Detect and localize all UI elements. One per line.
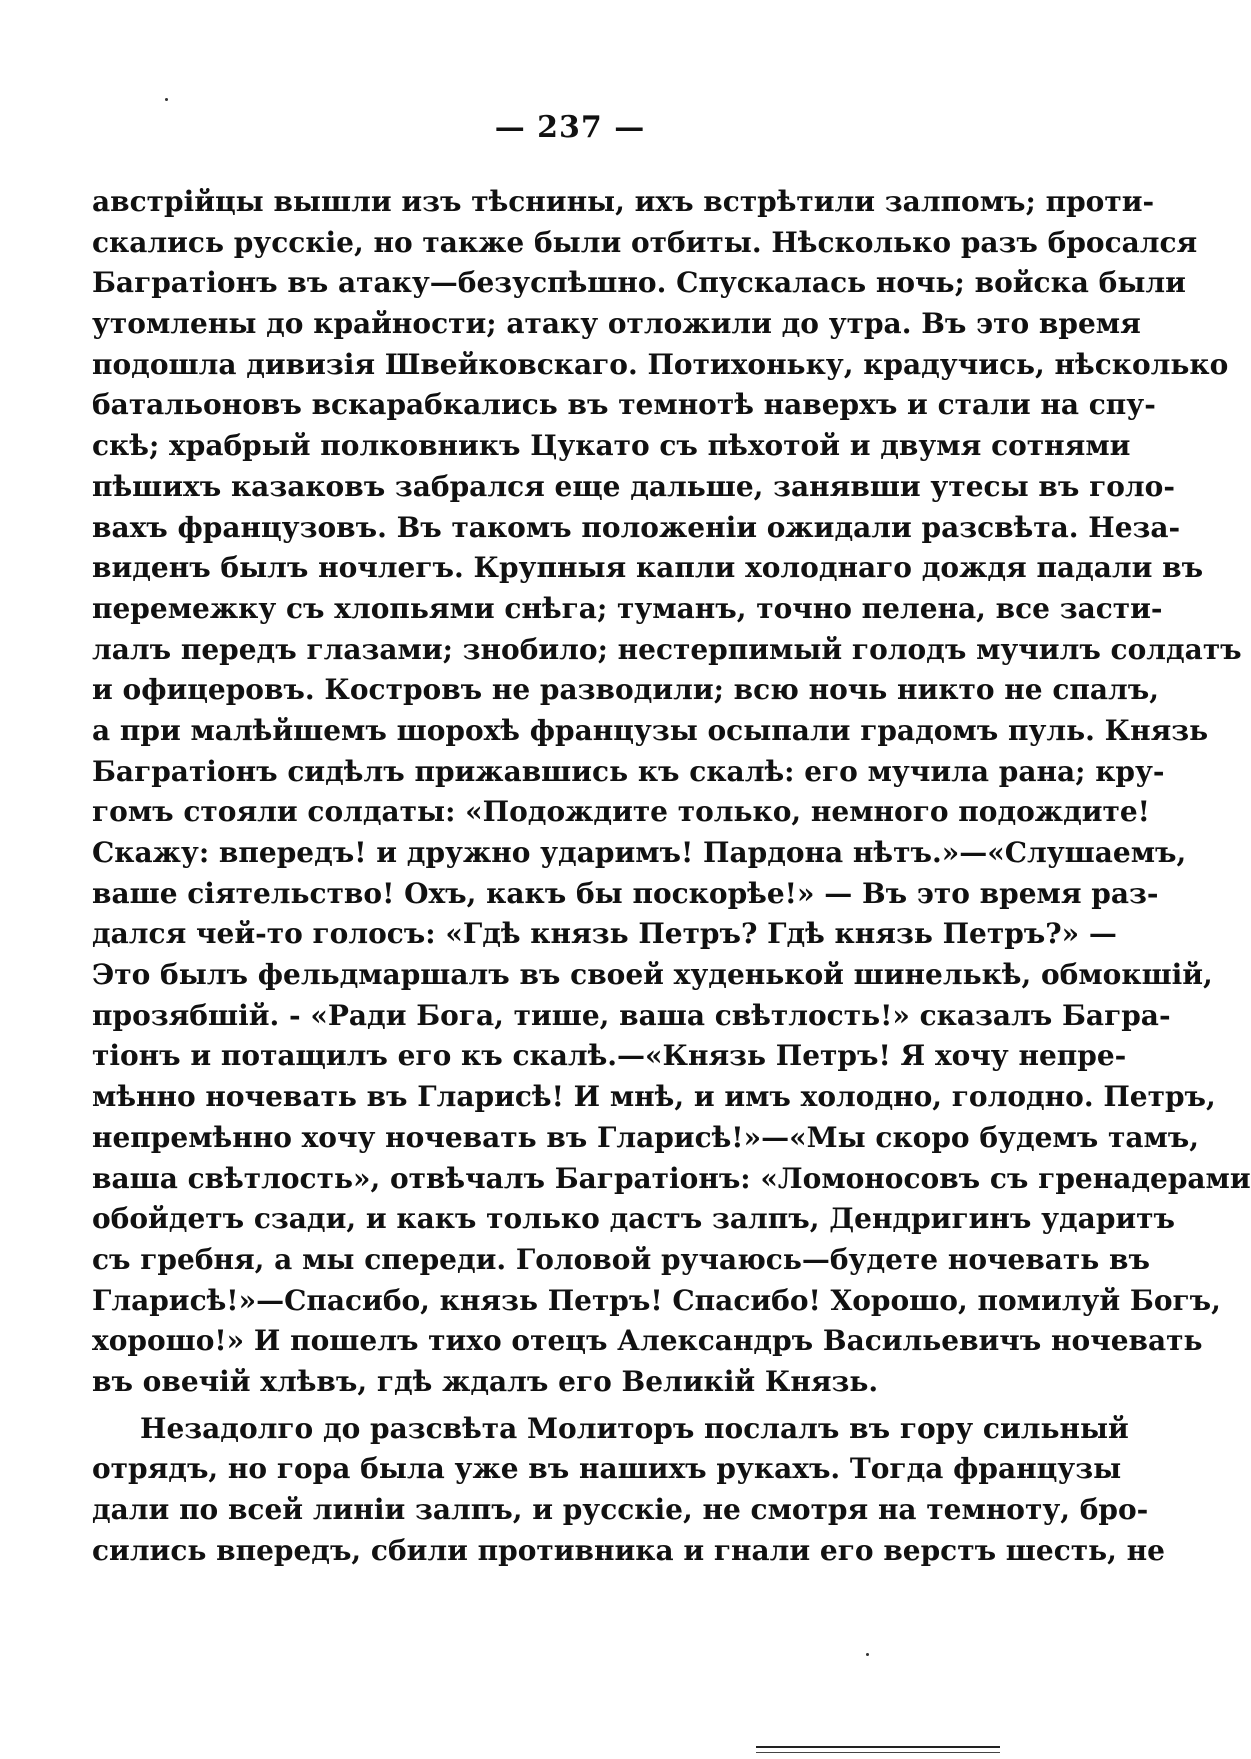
print-speck	[866, 1653, 869, 1656]
text-line: утомлены до крайности; атаку отложили до утра. Въ это время	[92, 307, 1141, 341]
text-line: Багратіонъ въ атаку—безуспѣшно. Спускалась ночь; войска были	[92, 266, 1186, 300]
text-line: австрійцы вышли изъ тѣснины, ихъ встрѣтили залпомъ; проти-	[92, 185, 1155, 218]
text-line: непремѣнно хочу ночевать въ Гларисѣ!»—«Мы скоро будемъ тамъ,	[92, 1120, 1200, 1154]
paragraph	[92, 1409, 1165, 1572]
text-line: отрядъ, но гора была уже въ нашихъ рукахъ. Тогда французы	[92, 1452, 1122, 1486]
text-line: виденъ былъ ночлегъ. Крупныя капли холоднаго дождя падали въ	[92, 551, 1204, 585]
text-line: сились впередъ, сбили противника и гнали его верстъ шесть, не	[92, 1533, 1165, 1567]
text-line: Незадолго до разсвѣта Молиторъ послалъ въ гору сильный	[140, 1411, 1129, 1445]
text-line: Скажу: впередъ! и дружно ударимъ! Пардона нѣтъ.»—«Слушаемъ,	[92, 836, 1187, 869]
print-speck	[165, 98, 168, 101]
text-line: въ овечій хлѣвъ, гдѣ ждалъ его Великій Князь.	[92, 1364, 879, 1398]
page-number: — 237 —	[494, 110, 646, 145]
text-line: Это былъ фельдмаршалъ въ своей худенькой шинелькѣ, обмокшій,	[92, 958, 1213, 992]
text-line: дали по всей линіи залпъ, и русскіе, не смотря на темноту, бро-	[92, 1493, 1149, 1526]
text-line: мѣнно ночевать въ Гларисѣ! И мнѣ, и имъ холодно, голодно. Петръ,	[92, 1080, 1216, 1114]
text-line: батальоновъ вскарабкались въ темнотѣ наверхъ и стали на спу-	[92, 388, 1156, 422]
text-line: перемежку съ хлопьями снѣга; туманъ, точно пелена, все засти-	[92, 591, 1163, 625]
text-line: дался чей-то голосъ: «Гдѣ князь Петръ? Гдѣ князь Петръ?» —	[92, 917, 1117, 951]
text-line: скѣ; храбрый полковникъ Цукато съ пѣхотой и двумя сотнями	[92, 429, 1131, 463]
text-line: Багратіонъ сидѣлъ прижавшись къ скалѣ: его мучила рана; кру-	[92, 754, 1165, 788]
text-line: подошла дивизія Швейковскаго. Потихоньку, крадучись, нѣсколько	[92, 347, 1229, 381]
text-line: лалъ передъ глазами; знобило; нестерпимый голодъ мучилъ солдатъ	[92, 632, 1242, 666]
text-line: гомъ стояли солдаты: «Подождите только, немного подождите!	[92, 795, 1150, 829]
text-line: ваша свѣтлость», отвѣчалъ Багратіонъ: «Ломоносовъ съ гренадерами	[92, 1161, 1251, 1195]
bottom-rule	[756, 1752, 1000, 1753]
text-line: обойдетъ сзади, и какъ только дастъ залпъ, Дендригинъ ударитъ	[92, 1202, 1175, 1236]
text-line: Гларисѣ!»—Спасибо, князь Петръ! Спасибо! Хорошо, помилуй Богъ,	[92, 1283, 1221, 1317]
text-line: пѣшихъ казаковъ забрался еще дальше, занявши утесы въ голо-	[92, 469, 1175, 503]
text-line: тіонъ и потащилъ его къ скалѣ.—«Князь Петръ! Я хочу непре-	[92, 1039, 1127, 1073]
text-line: прозябшій. - «Ради Бога, тише, ваша свѣтлость!» сказалъ Багра-	[92, 998, 1171, 1032]
text-line: хорошо!» И пошелъ тихо отецъ Александръ Васильевичъ ночевать	[92, 1324, 1203, 1358]
body-text	[92, 182, 1251, 1571]
text-line: а при малѣйшемъ шорохѣ французы осыпали градомъ пуль. Князь	[92, 713, 1209, 747]
bottom-rule	[756, 1746, 1000, 1748]
text-line: вахъ французовъ. Въ такомъ положеніи ожидали разсвѣта. Неза-	[92, 510, 1181, 544]
text-line: и офицеровъ. Костровъ не разводили; всю ночь никто не спалъ,	[92, 673, 1160, 707]
paragraph	[92, 182, 1251, 1403]
text-line: ваше сіятельство! Охъ, какъ бы поскорѣе!» — Въ это время раз-	[92, 876, 1159, 910]
text-line: съ гребня, а мы спереди. Головой ручаюсь—будете ночевать въ	[92, 1242, 1150, 1276]
text-line: скались русскіе, но также были отбиты. Нѣсколько разъ бросался	[92, 225, 1198, 259]
